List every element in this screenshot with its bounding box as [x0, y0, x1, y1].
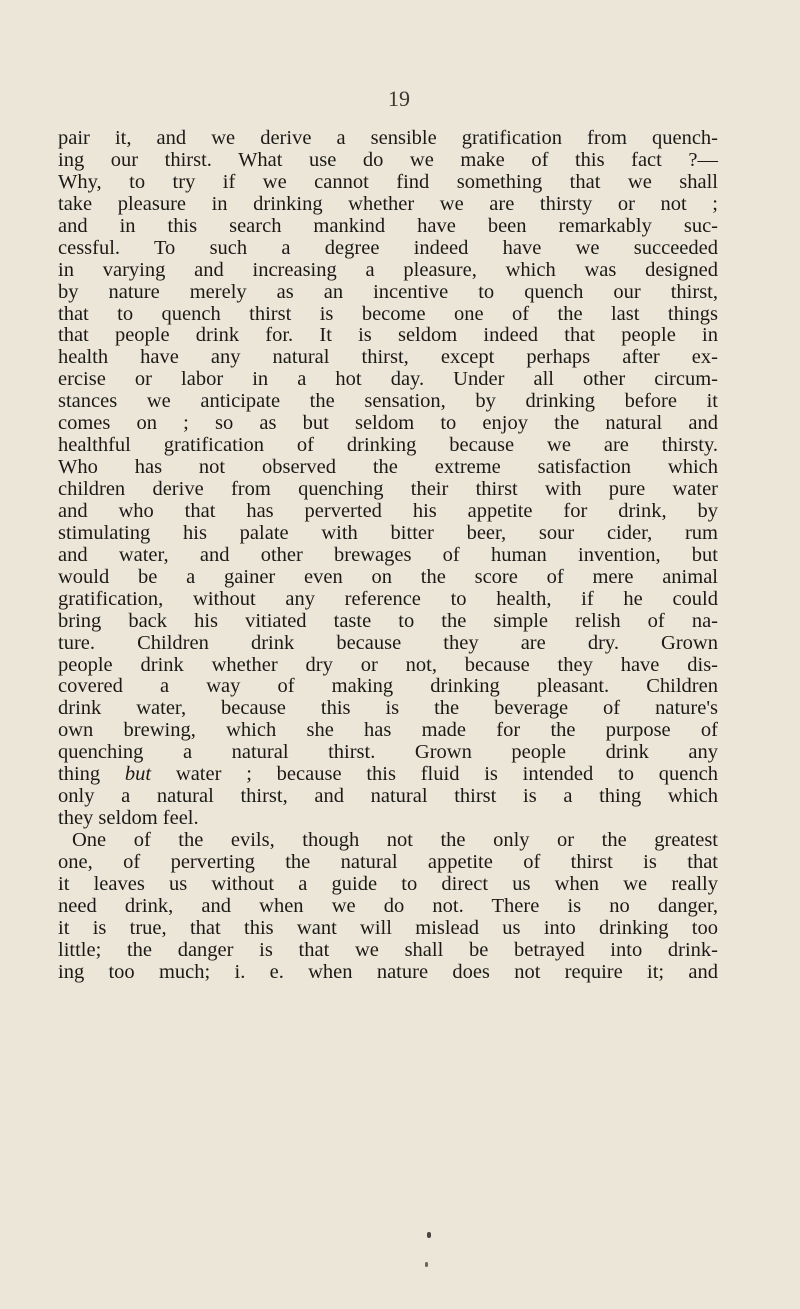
text-line: health have any natural thirst, except perhaps after ex-: [58, 346, 718, 369]
text-line: they seldom feel.: [58, 807, 199, 830]
ink-speck: [427, 1232, 431, 1238]
word: thing: [58, 763, 125, 786]
paragraph-1: [58, 128, 718, 830]
text-line: take pleasure in drinking whether we are thirsty or not ;: [58, 192, 718, 215]
text-line: Why, to try if we cannot find something that we shall: [58, 170, 718, 193]
text-line: stimulating his palate with bitter beer, sour cider, rum: [58, 521, 718, 544]
text-line: Who has not observed the extreme satisfaction which: [58, 456, 718, 479]
text-line: healthful gratification of drinking because we are thirsty.: [58, 434, 718, 457]
text-line: ture. Children drink because they are dry. Grown: [58, 631, 718, 654]
text-line: ercise or labor in a hot day. Under all other circum-: [58, 368, 718, 391]
text-line-italic: [58, 764, 718, 786]
text-line: by nature merely as an incentive to quench our thirst,: [58, 280, 718, 303]
text-line: little; the danger is that we shall be betrayed into drink-: [58, 938, 718, 961]
text-line: quenching a natural thirst. Grown people drink any: [58, 741, 718, 764]
page-number: 19: [388, 86, 410, 111]
text-line: that people drink for. It is seldom indeed that people in: [58, 324, 718, 347]
text-line: cessful. To such a degree indeed have we succeeded: [58, 236, 718, 259]
text-line: One of the evils, though not the only or the greatest: [72, 829, 718, 851]
text-line: bring back his vitiated taste to the simple relish of na-: [58, 609, 718, 632]
italic-word: but: [124, 763, 152, 786]
word: water ; because this fluid is intended to quench: [151, 763, 718, 786]
text-line: need drink, and when we do not. There is no danger,: [58, 894, 718, 917]
text-line: it leaves us without a guide to direct us when we really: [58, 872, 718, 895]
text-line: and in this search mankind have been remarkably suc-: [58, 214, 718, 237]
text-line: one, of perverting the natural appetite of thirst is that: [58, 850, 718, 873]
text-line: pair it, and we derive a sensible gratification from quench-: [58, 127, 718, 149]
text-line: only a natural thirst, and natural thirst is a thing which: [58, 785, 718, 808]
text-line: in varying and increasing a pleasure, which was designed: [58, 258, 718, 281]
text-line: ing too much; i. e. when nature does not require it; and: [58, 960, 718, 983]
text-line: stances we anticipate the sensation, by drinking before it: [58, 390, 718, 413]
text-line: people drink whether dry or not, because they have dis-: [58, 653, 718, 676]
text-line: covered a way of making drinking pleasant. Children: [58, 675, 718, 698]
text-line: that to quench thirst is become one of the last things: [58, 302, 718, 325]
text-line: drink water, because this is the beverage of nature's: [58, 697, 718, 720]
paragraph-2: [58, 830, 718, 984]
text-line: gratification, without any reference to health, if he could: [58, 587, 718, 610]
text-line: children derive from quenching their thirst with pure water: [58, 478, 718, 500]
text-line: and water, and other brewages of human invention, but: [58, 543, 718, 566]
body-text: [58, 128, 718, 984]
text-line: it is true, that this want will mislead us into drinking too: [58, 916, 718, 939]
text-line: comes on ; so as but seldom to enjoy the natural and: [58, 412, 718, 435]
text-line: and who that has perverted his appetite for drink, by: [58, 499, 718, 522]
text-line: would be a gainer even on the score of mere animal: [58, 565, 718, 588]
ink-speck: [425, 1262, 428, 1267]
text-line: ing our thirst. What use do we make of this fact ?—: [58, 148, 718, 171]
text-line: own brewing, which she has made for the purpose of: [58, 719, 718, 742]
